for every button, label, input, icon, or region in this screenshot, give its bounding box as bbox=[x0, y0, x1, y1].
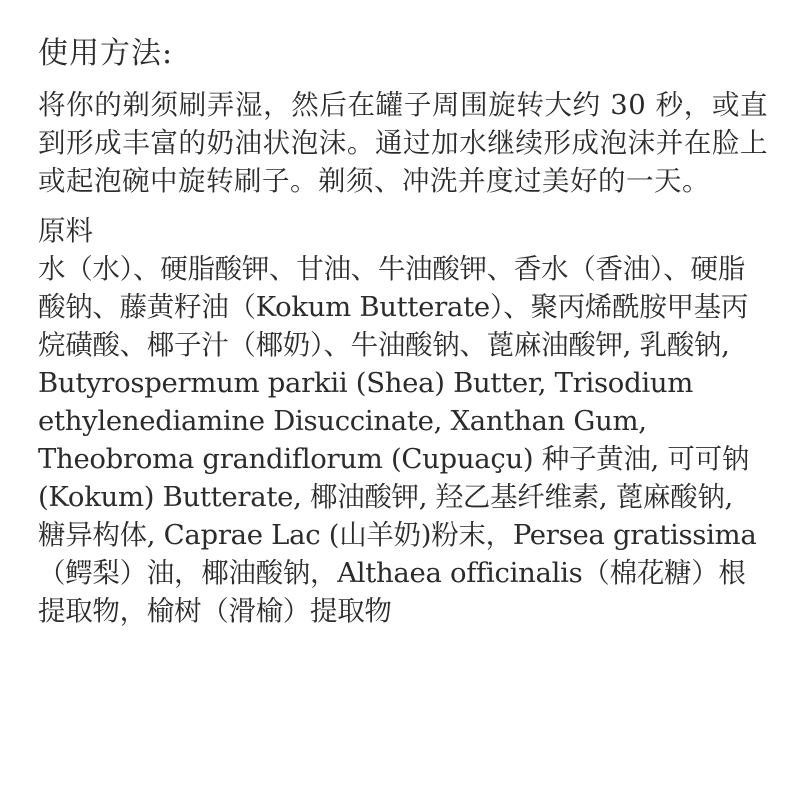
usage-title: 使用方法: bbox=[38, 36, 174, 71]
usage-text: 将你的剃须刷弄湿，然后在罐子周围旋转大约 30 秒，或直到形成丰富的奶油状泡沫。通过加水继续形成泡沫并在脸上或起泡碗中旋转刷子。剃须、冲洗并度过美好的一天。 bbox=[38, 89, 768, 197]
ingredients-text: 水（水）、硬脂酸钾、甘油、牛油酸钾、香水（香油）、硬脂酸钠、藤黄籽油（Kokum Butterate）、聚丙烯酰胺甲基丙烷磺酸、椰子汁（椰奶）、牛油酸钠、蓖麻油酸钾, 乳酸钠, Butyrospermum parkii (Shea) Butter, Trisodium ethylenediamine Disuccinate, Xanthan Gum, Theobroma grandiflorum (Cupuaçu) 种子黄油, 可可钠 (Kokum) Butterate, 椰油酸钾, 羟乙基纤维素, 蓖麻酸钠, 糖异构体, Caprae Lac (山羊奶)粉末，Persea gratissima（鳄梨）油，椰油酸钠，Althaea officinalis（棉花糖）根提取物，榆树（滑榆）提取物 bbox=[38, 253, 757, 627]
ingredients-title: 原料 bbox=[38, 215, 93, 247]
product-instructions bbox=[38, 30, 768, 630]
